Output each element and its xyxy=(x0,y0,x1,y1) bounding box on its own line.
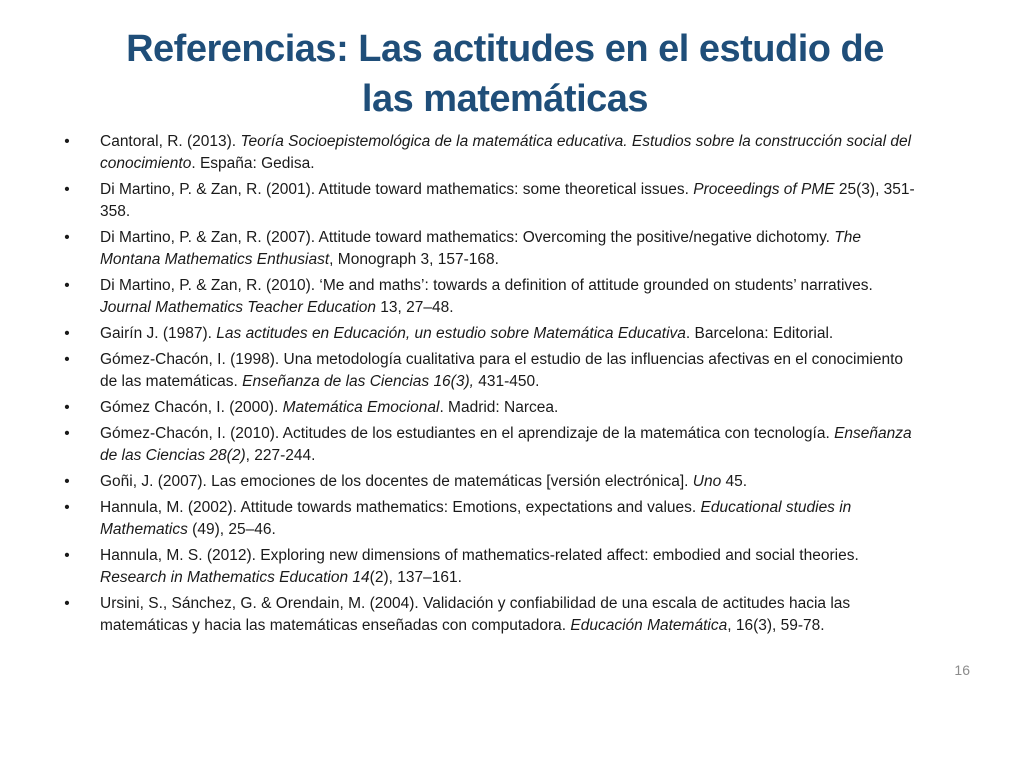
bullet-icon: • xyxy=(64,473,70,490)
reference-segment: . Barcelona: Editorial. xyxy=(685,325,834,342)
reference-segment: 431-450. xyxy=(473,373,540,390)
page-number: 16 xyxy=(954,662,970,678)
reference-item xyxy=(60,593,920,637)
reference-segment: Cantoral, R. (2013). xyxy=(100,133,241,150)
reference-source-italic: Educational studies in Mathematics xyxy=(100,499,852,538)
bullet-icon: • xyxy=(64,325,70,342)
reference-text xyxy=(100,277,873,316)
reference-item xyxy=(60,349,920,393)
reference-item xyxy=(60,397,920,419)
reference-item xyxy=(60,423,920,467)
reference-source-italic: Educación Matemática xyxy=(570,617,728,634)
bullet-icon: • xyxy=(64,425,70,442)
reference-segment: . Madrid: Narcea. xyxy=(439,399,559,416)
reference-item xyxy=(60,131,920,175)
bullet-icon: • xyxy=(64,595,70,612)
reference-segment: (49), 25–46. xyxy=(187,521,276,538)
reference-source-italic: Proceedings of PME xyxy=(693,181,835,198)
reference-segment: 13, 27–48. xyxy=(376,299,454,316)
bullet-icon: • xyxy=(64,133,70,150)
reference-segment: Di Martino, P. & Zan, R. (2001). Attitude toward mathematics: some theoretical issues. xyxy=(100,181,694,198)
reference-segment: , Monograph 3, 157-168. xyxy=(329,251,499,268)
reference-segment: 45. xyxy=(721,473,748,490)
reference-text xyxy=(100,351,903,390)
reference-segment: Gómez Chacón, I. (2000). xyxy=(100,399,283,416)
reference-text xyxy=(100,499,851,538)
reference-segment: 25(3), 351-358. xyxy=(100,181,915,220)
bullet-icon: • xyxy=(64,351,70,368)
reference-text xyxy=(100,229,861,268)
reference-text xyxy=(100,399,558,416)
reference-item xyxy=(60,227,920,271)
reference-item xyxy=(60,275,920,319)
reference-segment: Hannula, M. (2002). Attitude towards mathematics: Emotions, expectations and values. xyxy=(100,499,701,516)
reference-text xyxy=(100,133,911,172)
bullet-icon: • xyxy=(64,181,70,198)
reference-segment: , 227-244. xyxy=(245,447,316,464)
reference-text xyxy=(100,473,747,490)
reference-source-italic: Research in Mathematics Education 14 xyxy=(100,569,370,586)
reference-text xyxy=(100,425,912,464)
reference-list xyxy=(60,131,920,641)
reference-item xyxy=(60,545,920,589)
reference-item xyxy=(60,497,920,541)
reference-segment: . España: Gedisa. xyxy=(191,155,315,172)
reference-text xyxy=(100,595,850,634)
reference-source-italic: The Montana Mathematics Enthusiast xyxy=(100,229,862,268)
slide-title-line-2: las matemáticas xyxy=(361,78,649,120)
reference-segment: Di Martino, P. & Zan, R. (2010). ‘Me and maths’: towards a definition of attitude grounded on students’ narratives. xyxy=(100,277,873,294)
reference-segment: Ursini, S., Sánchez, G. & Orendain, M. (2004). Validación y confiabilidad de una escala de actitudes hacia las matemáticas y hacia las matemáticas enseñadas con computadora. xyxy=(100,595,851,634)
slide-title-line-1: Referencias: Las actitudes en el estudio de xyxy=(126,28,884,70)
reference-item xyxy=(60,323,920,345)
reference-segment: Hannula, M. S. (2012). Exploring new dimensions of mathematics-related affect: embodied and social theories. xyxy=(100,547,859,564)
reference-text xyxy=(100,325,833,342)
reference-source-italic: Teoría Socioepistemológica de la matemática educativa. Estudios sobre la construcción social del conocimiento xyxy=(100,133,912,172)
reference-segment: Goñi, J. (2007). Las emociones de los docentes de matemáticas [versión electrónica]. xyxy=(100,473,693,490)
bullet-icon: • xyxy=(64,277,70,294)
reference-segment: Gómez-Chacón, I. (1998). Una metodología cualitativa para el estudio de las influencias afectivas en el conocimiento de las matemáticas. xyxy=(100,351,904,390)
reference-source-italic: Enseñanza de las Ciencias 28(2) xyxy=(100,425,912,464)
bullet-icon: • xyxy=(64,399,70,416)
bullet-icon: • xyxy=(64,547,70,564)
reference-segment: Gairín J. (1987). xyxy=(100,325,217,342)
reference-source-italic: Las actitudes en Educación, un estudio sobre Matemática Educativa xyxy=(216,325,686,342)
reference-item xyxy=(60,179,920,223)
reference-segment: Gómez-Chacón, I. (2010). Actitudes de los estudiantes en el aprendizaje de la matemática con tecnología. xyxy=(100,425,835,442)
reference-segment: (2), 137–161. xyxy=(369,569,462,586)
bullet-icon: • xyxy=(64,499,70,516)
reference-text xyxy=(100,547,859,586)
reference-source-italic: Matemática Emocional xyxy=(282,399,440,416)
reference-source-italic: Journal Mathematics Teacher Education xyxy=(100,299,376,316)
reference-segment: , 16(3), 59-78. xyxy=(727,617,825,634)
slide-title xyxy=(60,24,950,124)
reference-source-italic: Uno xyxy=(692,473,722,490)
reference-source-italic: Enseñanza de las Ciencias 16(3), xyxy=(242,373,474,390)
bullet-icon: • xyxy=(64,229,70,246)
reference-text xyxy=(100,181,915,220)
reference-segment: Di Martino, P. & Zan, R. (2007). Attitude toward mathematics: Overcoming the positive/negative dichotomy. xyxy=(100,229,835,246)
reference-item xyxy=(60,471,920,493)
